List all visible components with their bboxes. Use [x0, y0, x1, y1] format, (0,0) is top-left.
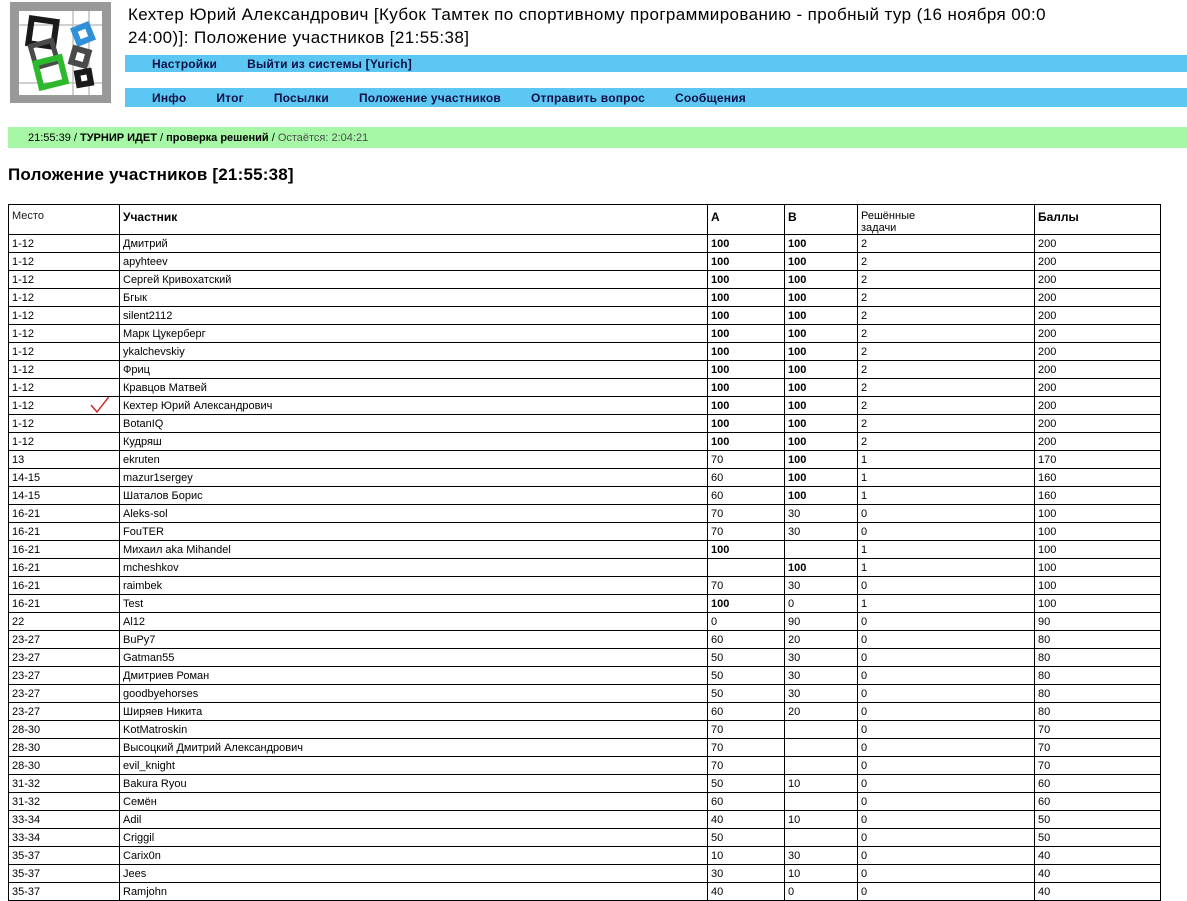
cell-a: 100: [708, 253, 785, 271]
cell-a: 100: [708, 397, 785, 415]
cell-solved: 2: [858, 289, 1035, 307]
cell-a: 50: [708, 685, 785, 703]
cell-solved: 0: [858, 649, 1035, 667]
cell-a: 70: [708, 505, 785, 523]
cell-solved: 2: [858, 433, 1035, 451]
cell-a: 100: [708, 361, 785, 379]
cell-name: Bakura Ryou: [120, 775, 708, 793]
cell-solved: 0: [858, 775, 1035, 793]
cell-name: mazur1sergey: [120, 469, 708, 487]
table-row: [9, 685, 1161, 703]
cell-score: 160: [1035, 469, 1161, 487]
cell-solved: 0: [858, 883, 1035, 901]
cell-a: 60: [708, 487, 785, 505]
cell-place: 23-27: [9, 649, 120, 667]
cell-a: 70: [708, 451, 785, 469]
cell-a: 60: [708, 793, 785, 811]
table-row: [9, 649, 1161, 667]
table-row: [9, 613, 1161, 631]
cell-place: 1-12: [9, 361, 120, 379]
cell-name: Фриц: [120, 361, 708, 379]
nav-item-submissions[interactable]: Посылки: [273, 90, 329, 105]
cell-score: 100: [1035, 595, 1161, 613]
cell-place: 33-34: [9, 829, 120, 847]
cell-place: 16-21: [9, 505, 120, 523]
cell-place: 16-21: [9, 577, 120, 595]
cell-name: Шаталов Борис: [120, 487, 708, 505]
cell-name: Ширяев Никита: [120, 703, 708, 721]
nav-item-summary[interactable]: Итог: [216, 90, 244, 105]
cell-name: Test: [120, 595, 708, 613]
cell-score: 60: [1035, 793, 1161, 811]
cell-place: 1-12: [9, 253, 120, 271]
cell-solved: 0: [858, 613, 1035, 631]
cell-a: 100: [708, 433, 785, 451]
cell-name: Gatman55: [120, 649, 708, 667]
cell-b: 20: [785, 703, 858, 721]
cell-b: 10: [785, 811, 858, 829]
cell-b: 100: [785, 289, 858, 307]
cell-place: 1-12: [9, 235, 120, 253]
cell-place: 31-32: [9, 775, 120, 793]
standings-body: [9, 235, 1161, 901]
cell-solved: 0: [858, 811, 1035, 829]
table-row: [9, 559, 1161, 577]
table-row: [9, 469, 1161, 487]
table-row: [9, 487, 1161, 505]
cell-score: 80: [1035, 631, 1161, 649]
cell-place: 33-34: [9, 811, 120, 829]
table-row: [9, 325, 1161, 343]
cell-place: 23-27: [9, 685, 120, 703]
cell-name: mcheshkov: [120, 559, 708, 577]
cell-place: 1-12: [9, 289, 120, 307]
cell-place: 1-12: [9, 397, 120, 415]
cell-a: [708, 559, 785, 577]
cell-name: BuPy7: [120, 631, 708, 649]
cell-b: 30: [785, 523, 858, 541]
cell-score: 60: [1035, 775, 1161, 793]
cell-solved: 0: [858, 847, 1035, 865]
cell-score: 80: [1035, 667, 1161, 685]
cell-a: 100: [708, 307, 785, 325]
cell-b: 100: [785, 433, 858, 451]
cell-solved: 2: [858, 379, 1035, 397]
cell-b: 30: [785, 505, 858, 523]
column-header-participant: Участник: [120, 205, 708, 235]
page-title: [128, 3, 1187, 49]
status-phase: проверка решений: [166, 131, 269, 144]
standings-heading: Положение участников [21:55:38]: [8, 165, 294, 184]
cell-place: 28-30: [9, 721, 120, 739]
cell-a: 0: [708, 613, 785, 631]
cell-place: 31-32: [9, 793, 120, 811]
cell-b: 20: [785, 631, 858, 649]
cell-b: 100: [785, 271, 858, 289]
cell-a: 100: [708, 289, 785, 307]
cell-name: ykalchevskiy: [120, 343, 708, 361]
cell-place: 1-12: [9, 415, 120, 433]
cell-score: 80: [1035, 703, 1161, 721]
cell-solved: 0: [858, 631, 1035, 649]
cell-place: 1-12: [9, 271, 120, 289]
cell-name: Criggil: [120, 829, 708, 847]
column-header-solved: [858, 205, 1035, 235]
column-header-problem-b: B: [785, 205, 858, 235]
cell-score: 40: [1035, 865, 1161, 883]
table-row: [9, 811, 1161, 829]
status-separator: /: [156, 131, 167, 144]
cell-a: 100: [708, 271, 785, 289]
cell-a: 50: [708, 667, 785, 685]
cell-b: [785, 739, 858, 757]
cell-solved: 0: [858, 739, 1035, 757]
cell-name: Jees: [120, 865, 708, 883]
cell-score: 100: [1035, 577, 1161, 595]
column-header-score: Баллы: [1035, 205, 1161, 235]
cell-place: 28-30: [9, 757, 120, 775]
cell-name: FouTER: [120, 523, 708, 541]
cell-score: 90: [1035, 613, 1161, 631]
table-row: [9, 505, 1161, 523]
cell-solved: 2: [858, 307, 1035, 325]
table-row: [9, 307, 1161, 325]
column-header-solved-line2: задачи: [861, 222, 897, 234]
cell-name: Adil: [120, 811, 708, 829]
nav-menu-bar: [125, 88, 1187, 107]
table-row: [9, 415, 1161, 433]
table-row: [9, 289, 1161, 307]
cell-solved: 2: [858, 397, 1035, 415]
pcms-logo-icon: [10, 2, 111, 103]
cell-a: 10: [708, 847, 785, 865]
cell-solved: 0: [858, 667, 1035, 685]
cell-place: 1-12: [9, 307, 120, 325]
cell-solved: 1: [858, 559, 1035, 577]
cell-a: 60: [708, 631, 785, 649]
cell-a: 30: [708, 865, 785, 883]
top-menu-bar: [125, 55, 1187, 72]
cell-a: 100: [708, 595, 785, 613]
cell-solved: 0: [858, 865, 1035, 883]
cell-solved: 0: [858, 685, 1035, 703]
cell-solved: 0: [858, 577, 1035, 595]
cell-b: 100: [785, 343, 858, 361]
cell-score: 200: [1035, 433, 1161, 451]
cell-name: Carix0n: [120, 847, 708, 865]
cell-solved: 2: [858, 271, 1035, 289]
cell-a: 100: [708, 343, 785, 361]
cell-score: 200: [1035, 253, 1161, 271]
table-row: [9, 595, 1161, 613]
cell-a: 100: [708, 541, 785, 559]
cell-place: 16-21: [9, 523, 120, 541]
page-title-line2: 24:00)]: Положение участников [21:55:38]: [128, 28, 470, 47]
table-row: [9, 397, 1161, 415]
cell-place: 23-27: [9, 631, 120, 649]
cell-place: 35-37: [9, 883, 120, 901]
cell-solved: 0: [858, 505, 1035, 523]
cell-solved: 2: [858, 253, 1035, 271]
cell-b: 100: [785, 559, 858, 577]
status-separator: /: [70, 131, 80, 144]
cell-name: Марк Цукерберг: [120, 325, 708, 343]
cell-name: silent2112: [120, 307, 708, 325]
table-row: [9, 343, 1161, 361]
cell-b: 100: [785, 469, 858, 487]
cell-solved: 0: [858, 703, 1035, 721]
cell-b: 100: [785, 415, 858, 433]
cell-b: 100: [785, 379, 858, 397]
cell-score: 70: [1035, 757, 1161, 775]
cell-score: 200: [1035, 307, 1161, 325]
status-bar: [8, 127, 1187, 148]
cell-place: 35-37: [9, 865, 120, 883]
table-row: [9, 757, 1161, 775]
cell-a: 70: [708, 721, 785, 739]
cell-b: [785, 541, 858, 559]
cell-score: 200: [1035, 235, 1161, 253]
cell-solved: 2: [858, 235, 1035, 253]
cell-a: 100: [708, 415, 785, 433]
table-row: [9, 793, 1161, 811]
column-header-place: Место: [9, 205, 120, 235]
cell-name: Сергей Кривохатский: [120, 271, 708, 289]
status-remaining: Остаётся: 2:04:21: [277, 131, 369, 144]
cell-a: 100: [708, 379, 785, 397]
table-row: [9, 577, 1161, 595]
cell-score: 50: [1035, 811, 1161, 829]
cell-b: [785, 793, 858, 811]
cell-name: BotanIQ: [120, 415, 708, 433]
cell-name: Кехтер Юрий Александрович: [120, 397, 708, 415]
status-state: ТУРНИР ИДЕТ: [80, 131, 157, 144]
cell-a: 100: [708, 325, 785, 343]
cell-place: 28-30: [9, 739, 120, 757]
cell-b: 100: [785, 487, 858, 505]
cell-b: 100: [785, 235, 858, 253]
cell-b: [785, 721, 858, 739]
table-row: [9, 433, 1161, 451]
cell-solved: 2: [858, 343, 1035, 361]
cell-solved: 2: [858, 325, 1035, 343]
cell-place: 1-12: [9, 325, 120, 343]
cell-score: 100: [1035, 505, 1161, 523]
cell-name: Высоцкий Дмитрий Александрович: [120, 739, 708, 757]
cell-solved: 0: [858, 757, 1035, 775]
cell-b: 100: [785, 397, 858, 415]
cell-name: Михаил aka Mihandel: [120, 541, 708, 559]
cell-a: 60: [708, 703, 785, 721]
cell-score: 80: [1035, 649, 1161, 667]
nav-item-info[interactable]: Инфо: [152, 90, 187, 105]
table-row: [9, 865, 1161, 883]
cell-b: 0: [785, 883, 858, 901]
cell-solved: 2: [858, 361, 1035, 379]
cell-place: 35-37: [9, 847, 120, 865]
cell-b: 30: [785, 847, 858, 865]
cell-a: 70: [708, 577, 785, 595]
cell-score: 160: [1035, 487, 1161, 505]
cell-score: 40: [1035, 847, 1161, 865]
cell-b: 10: [785, 865, 858, 883]
cell-solved: 1: [858, 451, 1035, 469]
cell-name: Ramjohn: [120, 883, 708, 901]
cell-a: 70: [708, 757, 785, 775]
nav-item-messages[interactable]: Сообщения: [674, 90, 746, 105]
cell-b: 100: [785, 325, 858, 343]
cell-score: 200: [1035, 397, 1161, 415]
cell-a: 40: [708, 811, 785, 829]
cell-name: Бгык: [120, 289, 708, 307]
status-separator: /: [268, 131, 278, 144]
cell-a: 70: [708, 523, 785, 541]
table-row: [9, 829, 1161, 847]
cell-b: 10: [785, 775, 858, 793]
cell-solved: 0: [858, 793, 1035, 811]
cell-solved: 1: [858, 595, 1035, 613]
cell-a: 50: [708, 775, 785, 793]
cell-a: 70: [708, 739, 785, 757]
cell-b: 30: [785, 577, 858, 595]
cell-a: 50: [708, 829, 785, 847]
pcms-logo: [10, 2, 111, 103]
cell-score: 80: [1035, 685, 1161, 703]
cell-name: goodbyehorses: [120, 685, 708, 703]
cell-score: 200: [1035, 343, 1161, 361]
cell-a: 100: [708, 235, 785, 253]
cell-place: 22: [9, 613, 120, 631]
cell-b: [785, 757, 858, 775]
cell-score: 100: [1035, 523, 1161, 541]
cell-place: 1-12: [9, 343, 120, 361]
cell-score: 100: [1035, 541, 1161, 559]
table-row: [9, 541, 1161, 559]
cell-name: ekruten: [120, 451, 708, 469]
column-header-problem-a: A: [708, 205, 785, 235]
cell-score: 50: [1035, 829, 1161, 847]
cell-solved: 1: [858, 541, 1035, 559]
red-checkmark-icon: [89, 397, 113, 415]
cell-a: 60: [708, 469, 785, 487]
table-row: [9, 523, 1161, 541]
cell-place: 16-21: [9, 541, 120, 559]
cell-score: 70: [1035, 721, 1161, 739]
nav-item-standings[interactable]: Положение участников: [358, 90, 501, 105]
standings-table: [8, 204, 1161, 901]
cell-b: 30: [785, 649, 858, 667]
cell-name: Дмитрий: [120, 235, 708, 253]
cell-score: 200: [1035, 415, 1161, 433]
table-row: [9, 883, 1161, 901]
table-row: [9, 775, 1161, 793]
table-row: [9, 703, 1161, 721]
cell-place: 14-15: [9, 469, 120, 487]
cell-name: Кравцов Матвей: [120, 379, 708, 397]
cell-b: [785, 829, 858, 847]
cell-solved: 0: [858, 829, 1035, 847]
table-header-row: [9, 205, 1161, 235]
cell-place: 1-12: [9, 379, 120, 397]
cell-name: KotMatroskin: [120, 721, 708, 739]
cell-score: 200: [1035, 379, 1161, 397]
cell-name: Семён: [120, 793, 708, 811]
cell-score: 200: [1035, 289, 1161, 307]
table-row: [9, 235, 1161, 253]
cell-solved: 1: [858, 469, 1035, 487]
nav-item-send-question[interactable]: Отправить вопрос: [530, 90, 645, 105]
cell-place: 13: [9, 451, 120, 469]
cell-b: 100: [785, 253, 858, 271]
cell-score: 170: [1035, 451, 1161, 469]
status-time: 21:55:39: [28, 131, 71, 144]
table-row: [9, 361, 1161, 379]
cell-b: 100: [785, 361, 858, 379]
cell-score: 70: [1035, 739, 1161, 757]
cell-place: 14-15: [9, 487, 120, 505]
table-row: [9, 667, 1161, 685]
cell-place: 1-12: [9, 433, 120, 451]
cell-score: 40: [1035, 883, 1161, 901]
column-header-solved-line1: Решённые: [861, 210, 916, 222]
menu-item-logout[interactable]: Выйти из системы [Yurich]: [247, 56, 412, 71]
cell-place: 16-21: [9, 559, 120, 577]
menu-item-settings[interactable]: Настройки: [152, 56, 218, 71]
cell-b: 100: [785, 451, 858, 469]
cell-name: evil_knight: [120, 757, 708, 775]
cell-b: 100: [785, 307, 858, 325]
cell-name: Кудряш: [120, 433, 708, 451]
cell-b: 30: [785, 667, 858, 685]
table-row: [9, 253, 1161, 271]
cell-score: 200: [1035, 325, 1161, 343]
cell-place: 16-21: [9, 595, 120, 613]
cell-b: 30: [785, 685, 858, 703]
cell-name: Al12: [120, 613, 708, 631]
cell-solved: 2: [858, 415, 1035, 433]
table-row: [9, 847, 1161, 865]
cell-b: 0: [785, 595, 858, 613]
cell-score: 200: [1035, 361, 1161, 379]
cell-solved: 1: [858, 487, 1035, 505]
cell-name: raimbek: [120, 577, 708, 595]
cell-name: Дмитриев Роман: [120, 667, 708, 685]
table-row: [9, 631, 1161, 649]
cell-place: 23-27: [9, 703, 120, 721]
table-row: [9, 721, 1161, 739]
cell-name: Aleks-sol: [120, 505, 708, 523]
page-title-line1: Кехтер Юрий Александрович [Кубок Тамтек по спортивному программированию - пробный тур (16 ноября 00:0: [128, 5, 1046, 24]
cell-a: 40: [708, 883, 785, 901]
table-row: [9, 379, 1161, 397]
cell-a: 50: [708, 649, 785, 667]
cell-name: apyhteev: [120, 253, 708, 271]
cell-score: 200: [1035, 271, 1161, 289]
table-row: [9, 451, 1161, 469]
cell-score: 100: [1035, 559, 1161, 577]
cell-place: 23-27: [9, 667, 120, 685]
table-row: [9, 739, 1161, 757]
table-row: [9, 271, 1161, 289]
cell-solved: 0: [858, 721, 1035, 739]
cell-b: 90: [785, 613, 858, 631]
cell-solved: 0: [858, 523, 1035, 541]
